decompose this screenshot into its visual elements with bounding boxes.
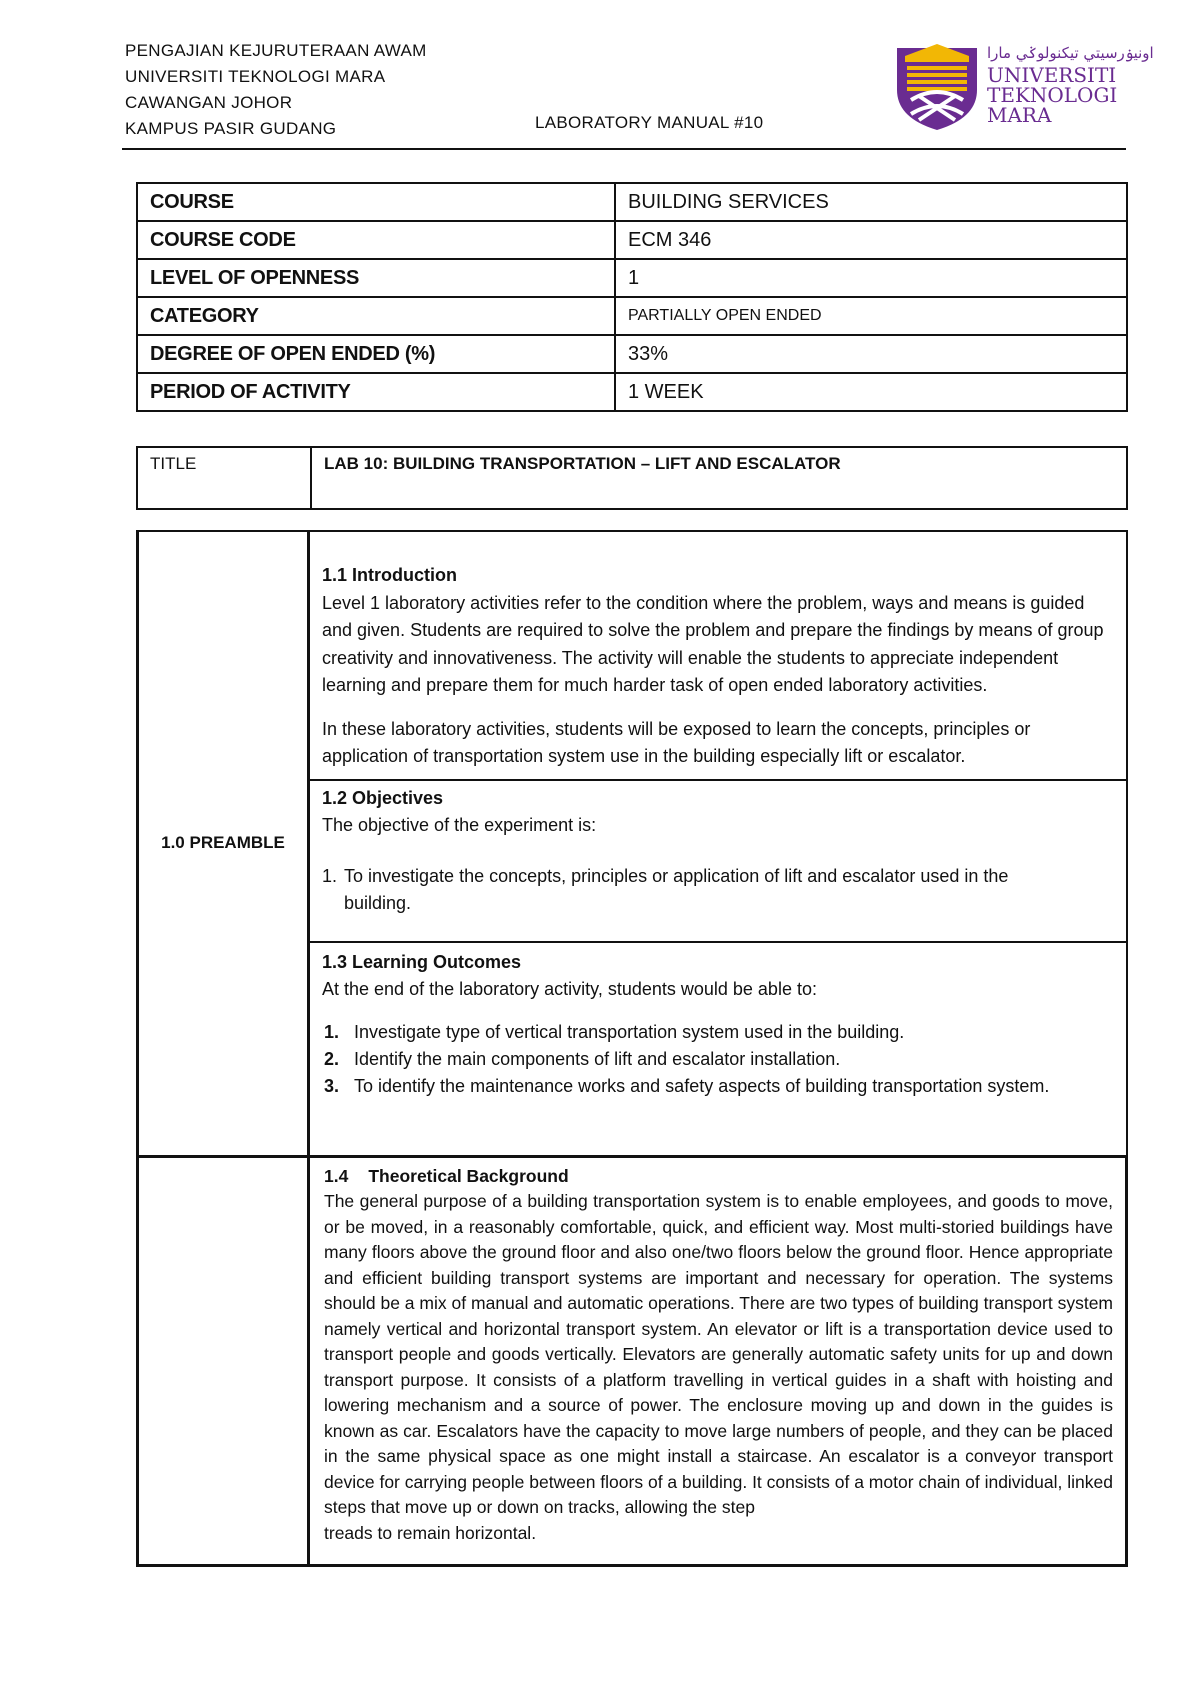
lab-title-table [136,446,1128,510]
course-code-label: COURSE CODE [137,221,615,259]
preamble-table [136,530,1128,1567]
table-row [137,335,1127,373]
course-info-table [136,182,1128,412]
objectives-heading: 1.2 Objectives [322,787,444,808]
level-of-openness-label: LEVEL OF OPENNESS [137,259,615,297]
header-line: KAMPUS PASIR GUDANG [125,119,337,138]
introduction-heading: 1.1 Introduction [322,565,457,585]
learning-outcomes-heading: 1.3 Learning Outcomes [322,951,522,972]
category-value: PARTIALLY OPEN ENDED [615,297,1127,335]
logo-name-line: UNIVERSITI [987,63,1117,87]
theory-heading-text: Theoretical Background [368,1165,569,1186]
course-value: BUILDING SERVICES [615,183,1127,221]
logo-name-line: TEKNOLOGI [987,83,1118,107]
introduction-paragraph: Level 1 laboratory activities refer to the condition where the problem, ways and means is guided and given. Students are required to solve the problem and prepare the findings by means of group creativity and innovativeness. The activity will enable the students to appreciate independent learning and prepare them for much harder task of open ended laboratory activities. [322,592,1104,695]
degree-open-ended-value: 33% [615,335,1127,373]
course-code-value: ECM 346 [615,221,1127,259]
institution-header [125,38,427,142]
objectives-intro: The objective of the experiment is: [322,814,597,835]
table-row [138,1156,1127,1566]
introduction-paragraph: In these laboratory activities, students will be exposed to learn the concepts, principles or application of transportation system use in the building especially lift or escalator. [322,718,1031,766]
period-of-activity-label: PERIOD OF ACTIVITY [137,373,615,411]
theory-body: The general purpose of a building transportation system is to enable employees, and goods to move, or be moved, in a reasonably comfortable, quick, and efficient way. Most multi-storied buildings have many floors above the ground floor and also one/two floors below the ground floor. Hence appropriate and efficient building transport systems are important and necessary for operation. The systems should be a mix of manual and automatic operations. There are two types of building transport system namely vertical and horizontal transport system. An elevator or lift is a transportation device used to transport people and goods vertically. Elevators are generally automatic safety units for up and down transport purpose. It consists of a platform travelling in vertical guides in a shaft with hoisting and lowering mechanism and a source of power. The enclosure moving up and down in the guides is known as car. Escalators have the capacity to move large numbers of people, and they can be placed in the same physical space as one might install a staircase. An escalator is a conveyor transport device for carrying people between floors of a building. It consists of a motor chain of individual, linked steps that move up or down on tracks, allowing the step [324,1191,1113,1517]
introduction-section [309,531,1127,780]
table-row [138,531,1127,780]
table-row [137,297,1127,335]
header-line: CAWANGAN JOHOR [125,93,293,112]
table-row [137,259,1127,297]
table-row [137,447,1127,509]
theory-heading-number: 1.4 [324,1165,349,1186]
title-label: TITLE [137,447,311,509]
list-item: 3. To identify the maintenance works and safety aspects of building transportation system. [344,1073,1116,1100]
list-item: 2. Identify the main components of lift and escalator installation. [344,1046,1116,1073]
logo-name-line: MARA [987,103,1052,127]
table-row [137,373,1127,411]
list-item: 1. To investigate the concepts, principles or application of lift and escalator used in the building. [342,863,1042,917]
period-of-activity-value: 1 WEEK [615,373,1127,411]
crest-icon [897,44,977,130]
header-line: PENGAJIAN KEJURUTERAAN AWAM [125,41,427,60]
degree-open-ended-label: DEGREE OF OPEN ENDED (%) [137,335,615,373]
theory-left-cell [138,1156,309,1566]
preamble-label: 1.0 PREAMBLE [138,531,309,1156]
manual-title: LABORATORY MANUAL #10 [535,113,764,132]
table-row [137,221,1127,259]
theory-last-line: treads to remain horizontal. [324,1522,537,1543]
objectives-section [309,780,1127,942]
level-of-openness-value: 1 [615,259,1127,297]
table-row [137,183,1127,221]
theory-section [309,1156,1127,1566]
course-label: COURSE [137,183,615,221]
learning-outcomes-list [322,1019,1116,1100]
objectives-list [322,863,1042,917]
lab-title: LAB 10: BUILDING TRANSPORTATION – LIFT AND ESCALATOR [311,447,1127,509]
theory-heading [324,1164,1113,1190]
list-item: 1. Investigate type of vertical transportation system used in the building. [344,1019,1116,1046]
learning-outcomes-section [309,942,1127,1157]
category-label: CATEGORY [137,297,615,335]
header-divider [122,148,1126,150]
uitm-logo [897,40,1154,134]
learning-outcomes-intro: At the end of the laboratory activity, students would be able to: [322,978,817,999]
header-line: UNIVERSITI TEKNOLOGI MARA [125,67,386,86]
logo-jawi-text: اونيۏرسيتي تيكنولوݢي مارا [987,44,1154,62]
